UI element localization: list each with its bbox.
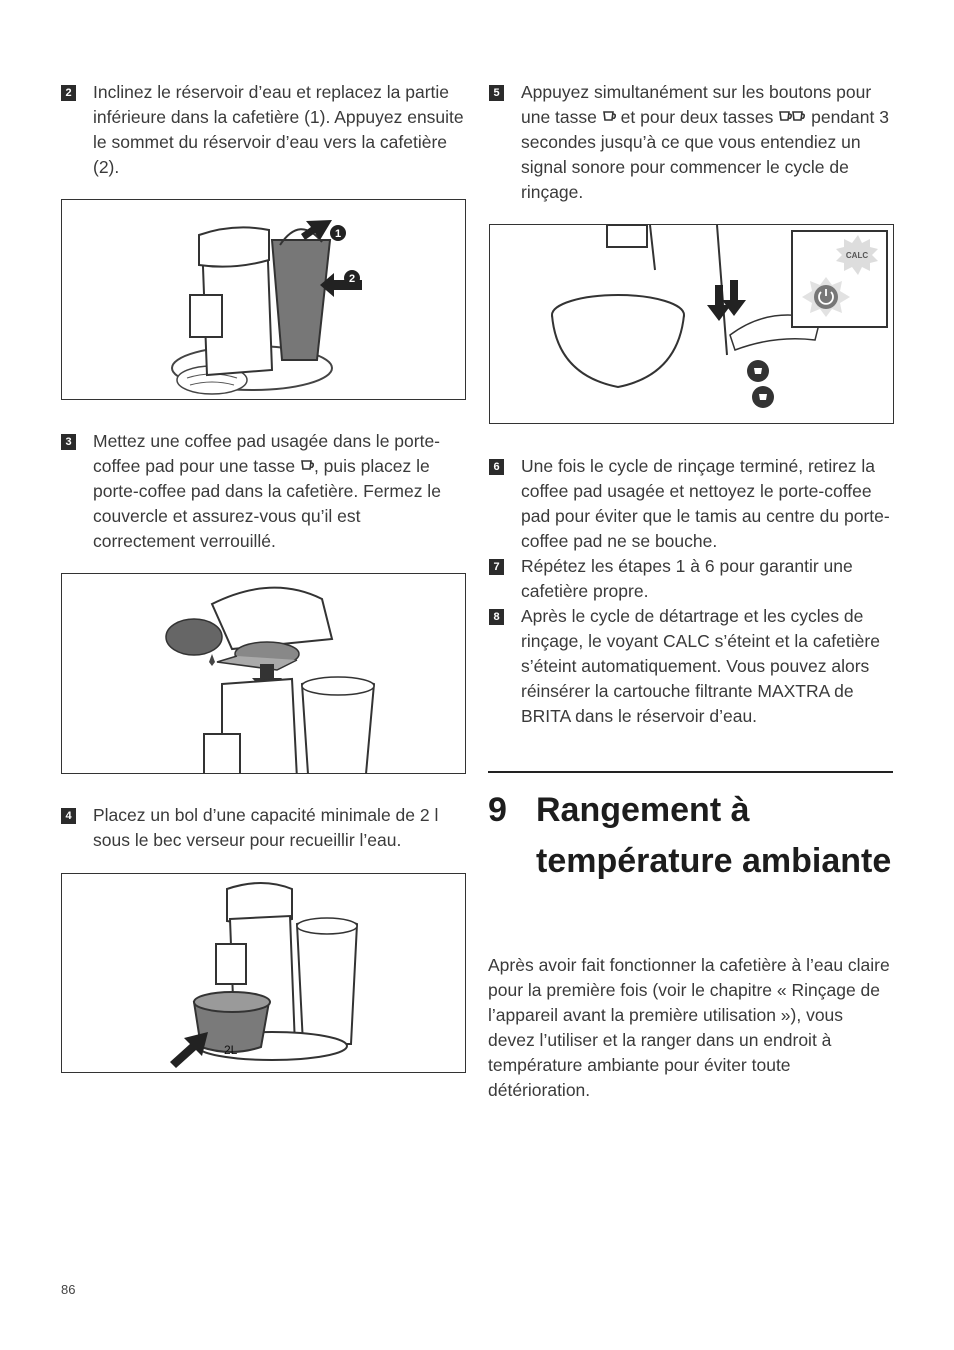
step-text: Une fois le cycle de rinçage terminé, retirez la coffee pad usagée et nettoyez le porte-coffee pad pour éviter que le tamis au centre du porte-coffee pad ne se bouche.: [521, 456, 890, 551]
section-title: Rangement à température ambiante: [536, 791, 892, 880]
bowl-label: 2L: [224, 1043, 238, 1057]
one-cup-icon: [602, 110, 616, 124]
figure-bowl-under-spout: [61, 873, 466, 1073]
two-cups-icon: [778, 110, 806, 124]
step-number: 3: [61, 434, 76, 450]
step-number: 6: [489, 459, 504, 475]
step-6: [489, 454, 899, 554]
step-number: 2: [61, 85, 76, 101]
step-text: Appuyez simultanément sur les boutons pour une tasse: [521, 82, 872, 127]
figure-tank-insertion: [61, 199, 466, 400]
section-divider: [488, 771, 893, 773]
step-5: [489, 80, 899, 205]
callout-2: 2: [348, 273, 356, 285]
step-4: [61, 803, 466, 853]
section-heading: [488, 785, 898, 887]
step-2: [61, 80, 466, 180]
step-text: Inclinez le réservoir d’eau et replacez la partie inférieure dans la cafetière (1). Appuyez ensuite le sommet du réservoir d’eau vers la cafetière (2).: [93, 82, 464, 177]
step-text-continued: , puis placez le porte-coffee pad dans la cafetière. Fermez le couvercle et assurez-vous qu’il est correctement verrouillé.: [93, 456, 441, 551]
figure-rinse-buttons: [489, 224, 894, 424]
step-text: Répétez les étapes 1 à 6 pour garantir une cafetière propre.: [521, 556, 853, 601]
callout-1: 1: [334, 228, 342, 240]
step-text-end: pendant 3 secondes jusqu’à ce que vous entendiez un signal sonore pour commencer le cycle de rinçage.: [521, 107, 889, 202]
step-number: 7: [489, 559, 504, 575]
step-number: 5: [489, 85, 504, 101]
step-text: Placez un bol d’une capacité minimale de 2 l sous le bec verseur pour recueillir l’eau.: [93, 805, 439, 850]
step-text: Après le cycle de détartrage et les cycles de rinçage, le voyant CALC s’éteint et la cafetière s’éteint automatiquement. Vous pouvez alors réinsérer la cartouche filtrante MAXTRA de BRITA dans le réservoir d’eau.: [521, 606, 880, 726]
section-number: 9: [488, 791, 507, 829]
step-text: Mettez une coffee pad usagée dans le porte-coffee pad pour une tasse: [93, 431, 441, 476]
figure-pad-holder: [61, 573, 466, 774]
step-number: 8: [489, 609, 504, 625]
page-number: 86: [61, 1282, 76, 1297]
section-paragraph: Après avoir fait fonctionner la cafetière à l’eau claire pour la première fois (voir le chapitre « Rinçage de l’appareil avant la première utilisation »), vous devez l’utiliser et la ranger dans un endroit à température ambiante pour éviter toute détérioration.: [488, 955, 890, 1100]
step-text-continued: et pour deux tasses: [620, 107, 774, 127]
step-3: [61, 429, 466, 554]
calc-label: CALC: [845, 251, 869, 260]
one-cup-icon: [300, 459, 314, 473]
step-number: 4: [61, 808, 76, 824]
step-7: [489, 554, 899, 604]
step-8: [489, 604, 899, 729]
